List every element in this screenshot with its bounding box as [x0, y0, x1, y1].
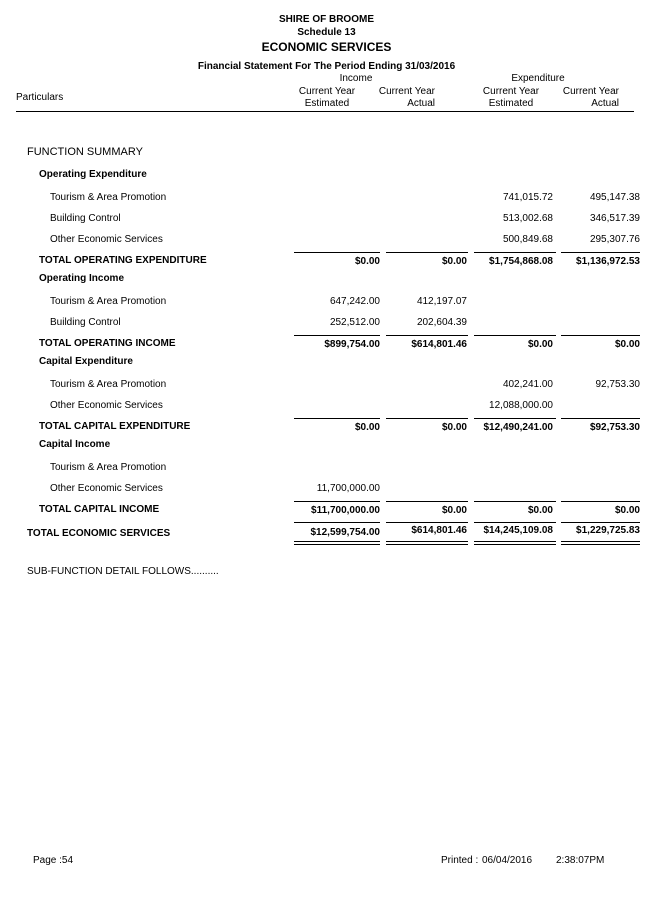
income-estimated-total: $899,754.00 — [324, 339, 380, 350]
total-label: TOTAL CAPITAL INCOME — [39, 504, 160, 515]
total-label: TOTAL OPERATING EXPENDITURE — [39, 255, 207, 266]
total-rule — [386, 335, 468, 336]
income-group-label: Income — [339, 73, 373, 84]
income-actual-total: $0.00 — [441, 505, 467, 516]
double-rule — [386, 541, 468, 545]
total-rule — [474, 335, 556, 336]
income-actual-total: $0.00 — [441, 256, 467, 267]
total-rule — [294, 501, 380, 502]
total-rule — [386, 252, 468, 253]
section-heading: Operating Income — [39, 273, 125, 284]
function-summary-heading: FUNCTION SUMMARY — [27, 146, 143, 158]
exp-actual-total: $0.00 — [614, 339, 640, 350]
col-income-estimated-l2: Estimated — [304, 98, 350, 109]
section-heading: Operating Expenditure — [39, 169, 147, 180]
total-rule — [386, 418, 468, 419]
org-name: SHIRE OF BROOME — [278, 14, 374, 25]
section-heading: Capital Expenditure — [39, 356, 133, 367]
exp-estimated-total: $1,754,868.08 — [489, 256, 553, 267]
sub-function-note: SUB-FUNCTION DETAIL FOLLOWS.......... — [27, 566, 219, 577]
exp-actual-total: $0.00 — [614, 505, 640, 516]
col-income-actual-l2: Actual — [407, 98, 435, 109]
exp-actual-total: $1,136,972.53 — [576, 256, 640, 267]
total-rule — [561, 501, 640, 502]
exp-actual-value: 346,517.39 — [589, 213, 640, 224]
page-title: ECONOMIC SERVICES — [261, 40, 392, 54]
total-rule — [561, 335, 640, 336]
total-label: TOTAL OPERATING INCOME — [39, 338, 176, 349]
grand-total-label: TOTAL ECONOMIC SERVICES — [27, 528, 171, 539]
total-rule — [294, 418, 380, 419]
income-estimated-value: 11,700,000.00 — [316, 483, 380, 494]
col-exp-estimated-l1: Current Year — [482, 86, 540, 97]
row-label: Other Economic Services — [50, 400, 163, 411]
col-exp-actual-l2: Actual — [591, 98, 619, 109]
row-label: Building Control — [50, 317, 121, 328]
grand-total-rule — [386, 522, 468, 523]
exp-actual-value: 92,753.30 — [595, 379, 640, 390]
grand-total-rule — [474, 522, 556, 523]
col-exp-estimated-l2: Estimated — [488, 98, 534, 109]
exp-estimated-total: $0.00 — [527, 339, 553, 350]
income-actual-value: 412,197.07 — [416, 296, 467, 307]
income-estimated-total: $0.00 — [354, 422, 380, 433]
grand-income-actual: $614,801.46 — [411, 525, 467, 536]
exp-estimated-value: 402,241.00 — [502, 379, 553, 390]
double-rule — [294, 541, 380, 545]
income-estimated-total: $0.00 — [354, 256, 380, 267]
total-label: TOTAL CAPITAL EXPENDITURE — [39, 421, 191, 432]
page-number: Page :54 — [33, 855, 74, 866]
grand-total-rule — [294, 522, 380, 523]
col-income-estimated-l1: Current Year — [298, 86, 356, 97]
row-label: Tourism & Area Promotion — [50, 379, 167, 390]
income-estimated-value: 252,512.00 — [329, 317, 380, 328]
row-label: Tourism & Area Promotion — [50, 296, 167, 307]
row-label: Building Control — [50, 213, 121, 224]
col-exp-actual-l1: Current Year — [562, 86, 619, 97]
grand-exp-actual: $1,229,725.83 — [576, 525, 640, 536]
row-label: Other Economic Services — [50, 234, 163, 245]
total-rule — [474, 501, 556, 502]
schedule-label: Schedule 13 — [297, 27, 356, 38]
header-divider — [16, 111, 634, 112]
income-estimated-value: 647,242.00 — [329, 296, 380, 307]
row-label: Other Economic Services — [50, 483, 163, 494]
printed-time: 2:38:07PM — [556, 855, 605, 866]
exp-estimated-value: 513,002.68 — [502, 213, 553, 224]
section-heading: Capital Income — [39, 439, 111, 450]
total-rule — [561, 252, 640, 253]
grand-income-estimated: $12,599,754.00 — [310, 527, 380, 538]
exp-actual-value: 495,147.38 — [589, 192, 640, 203]
exp-estimated-value: 741,015.72 — [502, 192, 553, 203]
total-rule — [294, 252, 380, 253]
total-rule — [294, 335, 380, 336]
total-rule — [386, 501, 468, 502]
income-actual-value: 202,604.39 — [416, 317, 467, 328]
expenditure-group-label: Expenditure — [511, 73, 565, 84]
row-label: Tourism & Area Promotion — [50, 192, 167, 203]
grand-total-rule — [561, 522, 640, 523]
col-income-actual-l1: Current Year — [378, 86, 435, 97]
printed-label: Printed : — [441, 855, 479, 866]
exp-estimated-total: $0.00 — [527, 505, 553, 516]
total-rule — [561, 418, 640, 419]
exp-estimated-value: 500,849.68 — [502, 234, 553, 245]
double-rule — [561, 541, 640, 545]
double-rule — [474, 541, 556, 545]
exp-actual-value: 295,307.76 — [589, 234, 640, 245]
period-label: Financial Statement For The Period Ending 31/03/2016 — [197, 61, 456, 72]
income-estimated-total: $11,700,000.00 — [311, 505, 380, 516]
exp-estimated-value: 12,088,000.00 — [489, 400, 553, 411]
total-rule — [474, 418, 556, 419]
total-rule — [474, 252, 556, 253]
exp-actual-total: $92,753.30 — [589, 422, 640, 433]
income-actual-total: $0.00 — [441, 422, 467, 433]
particulars-header: Particulars — [16, 92, 64, 103]
grand-exp-estimated: $14,245,109.08 — [483, 525, 553, 536]
exp-estimated-total: $12,490,241.00 — [483, 422, 553, 433]
printed-date: 06/04/2016 — [482, 855, 533, 866]
income-actual-total: $614,801.46 — [411, 339, 467, 350]
row-label: Tourism & Area Promotion — [50, 462, 167, 473]
